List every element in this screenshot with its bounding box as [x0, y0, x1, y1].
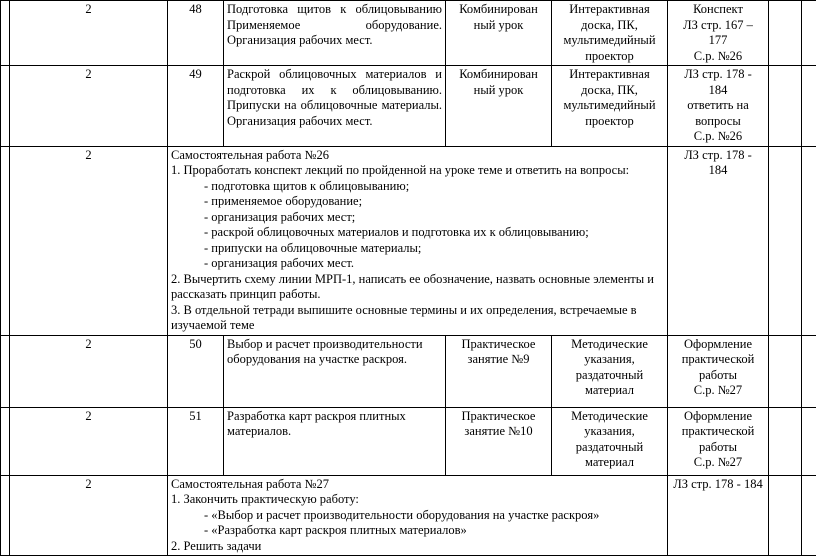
table-row: [1, 407, 816, 475]
homework-cell: [668, 335, 769, 407]
empty-cell: [769, 1, 802, 66]
task-line: 1. Закончить практическую работу:: [171, 492, 664, 508]
independent-work-cell: [168, 475, 668, 556]
homework-line: Оформление: [671, 409, 765, 425]
homework-cell: [668, 1, 769, 66]
task-line: - «Разработка карт раскроя плитных материалов»: [171, 523, 664, 539]
table-row: [1, 475, 816, 556]
homework-line: работы: [671, 368, 765, 384]
homework-line: ЛЗ стр. 167 –: [671, 18, 765, 34]
independent-work-cell: [168, 146, 668, 335]
task-line: - припуски на облицовочные материалы;: [171, 241, 664, 257]
task-line: 2. Решить задачи: [171, 539, 664, 555]
equipment-cell: Интерактивная доска, ПК, мультимедийный проектор: [552, 66, 668, 147]
topic-cell: Раскрой облицовочных материалов и подготовка их к облицовыванию. Припуски на облицовочные материалы. Организация рабочих мест.: [224, 66, 446, 147]
homework-line: 184: [671, 163, 765, 179]
homework-line: 184: [671, 83, 765, 99]
margin-cell: [1, 66, 10, 147]
homework-line: С.р. №27: [671, 383, 765, 399]
equipment-cell: Методические указания, раздаточный материал: [552, 335, 668, 407]
homework-line: ЛЗ стр. 178 -: [671, 67, 765, 83]
task-line: - «Выбор и расчет производительности оборудования на участке раскроя»: [171, 508, 664, 524]
table-row: [1, 335, 816, 407]
table-row: [1, 146, 816, 335]
lesson-number-cell: 48: [168, 1, 224, 66]
empty-cell: [769, 407, 802, 475]
lesson-type-cell: Практическое занятие №9: [446, 335, 552, 407]
hours-cell: 2: [10, 66, 168, 147]
homework-line: ЛЗ стр. 178 - 184: [671, 477, 765, 493]
empty-cell: [802, 146, 816, 335]
lesson-type-cell: Комбинирован ный урок: [446, 1, 552, 66]
margin-cell: [1, 407, 10, 475]
homework-line: практической: [671, 424, 765, 440]
lesson-number-cell: 50: [168, 335, 224, 407]
margin-cell: [1, 146, 10, 335]
task-line: 3. В отдельной тетради выпишите основные термины и их определения, встречаемые в изучаемой теме: [171, 303, 664, 334]
homework-line: практической: [671, 352, 765, 368]
homework-line: Конспект: [671, 2, 765, 18]
homework-line: ЛЗ стр. 178 -: [671, 148, 765, 164]
empty-cell: [769, 335, 802, 407]
empty-cell: [802, 335, 816, 407]
task-line: 2. Вычертить схему линии МРП-1, написать ее обозначение, назвать основные элементы и рассказать принцип работы.: [171, 272, 664, 303]
homework-line: 177: [671, 33, 765, 49]
margin-cell: [1, 1, 10, 66]
table-row: [1, 66, 816, 147]
table-row: [1, 1, 816, 66]
hours-cell: 2: [10, 335, 168, 407]
homework-cell: [668, 146, 769, 335]
task-line: - раскрой облицовочных материалов и подготовка их к облицовыванию;: [171, 225, 664, 241]
homework-line: С.р. №26: [671, 49, 765, 65]
empty-cell: [802, 1, 816, 66]
topic-cell: Разработка карт раскроя плитных материалов.: [224, 407, 446, 475]
topic-cell: Выбор и расчет производительности оборудования на участке раскроя.: [224, 335, 446, 407]
equipment-cell: Интерактивная доска, ПК, мультимедийный проектор: [552, 1, 668, 66]
task-line: - применяемое оборудование;: [171, 194, 664, 210]
hours-cell: 2: [10, 146, 168, 335]
empty-cell: [802, 66, 816, 147]
homework-line: работы: [671, 440, 765, 456]
homework-cell: [668, 66, 769, 147]
lesson-number-cell: 49: [168, 66, 224, 147]
lesson-number-cell: 51: [168, 407, 224, 475]
task-line: - организация рабочих мест;: [171, 210, 664, 226]
margin-cell: [1, 475, 10, 556]
homework-line: С.р. №26: [671, 129, 765, 145]
task-line: - организация рабочих мест.: [171, 256, 664, 272]
empty-cell: [769, 146, 802, 335]
homework-line: Оформление: [671, 337, 765, 353]
task-line: - подготовка щитов к облицовыванию;: [171, 179, 664, 195]
homework-line: вопросы: [671, 114, 765, 130]
hours-cell: 2: [10, 407, 168, 475]
homework-cell: [668, 475, 769, 556]
hours-cell: 2: [10, 1, 168, 66]
lesson-type-cell: Комбинирован ный урок: [446, 66, 552, 147]
equipment-cell: Методические указания, раздаточный материал: [552, 407, 668, 475]
empty-cell: [769, 475, 802, 556]
homework-line: С.р. №27: [671, 455, 765, 471]
hours-cell: 2: [10, 475, 168, 556]
homework-line: ответить на: [671, 98, 765, 114]
margin-cell: [1, 335, 10, 407]
independent-work-title: Самостоятельная работа №26: [171, 148, 664, 164]
topic-cell: Подготовка щитов к облицовыванию Применяемое оборудование. Организация рабочих мест.: [224, 1, 446, 66]
empty-cell: [769, 66, 802, 147]
independent-work-title: Самостоятельная работа №27: [171, 477, 664, 493]
homework-cell: [668, 407, 769, 475]
task-line: 1. Проработать конспект лекций по пройденной на уроке теме и ответить на вопросы:: [171, 163, 664, 179]
empty-cell: [802, 407, 816, 475]
lesson-type-cell: Практическое занятие №10: [446, 407, 552, 475]
empty-cell: [802, 475, 816, 556]
